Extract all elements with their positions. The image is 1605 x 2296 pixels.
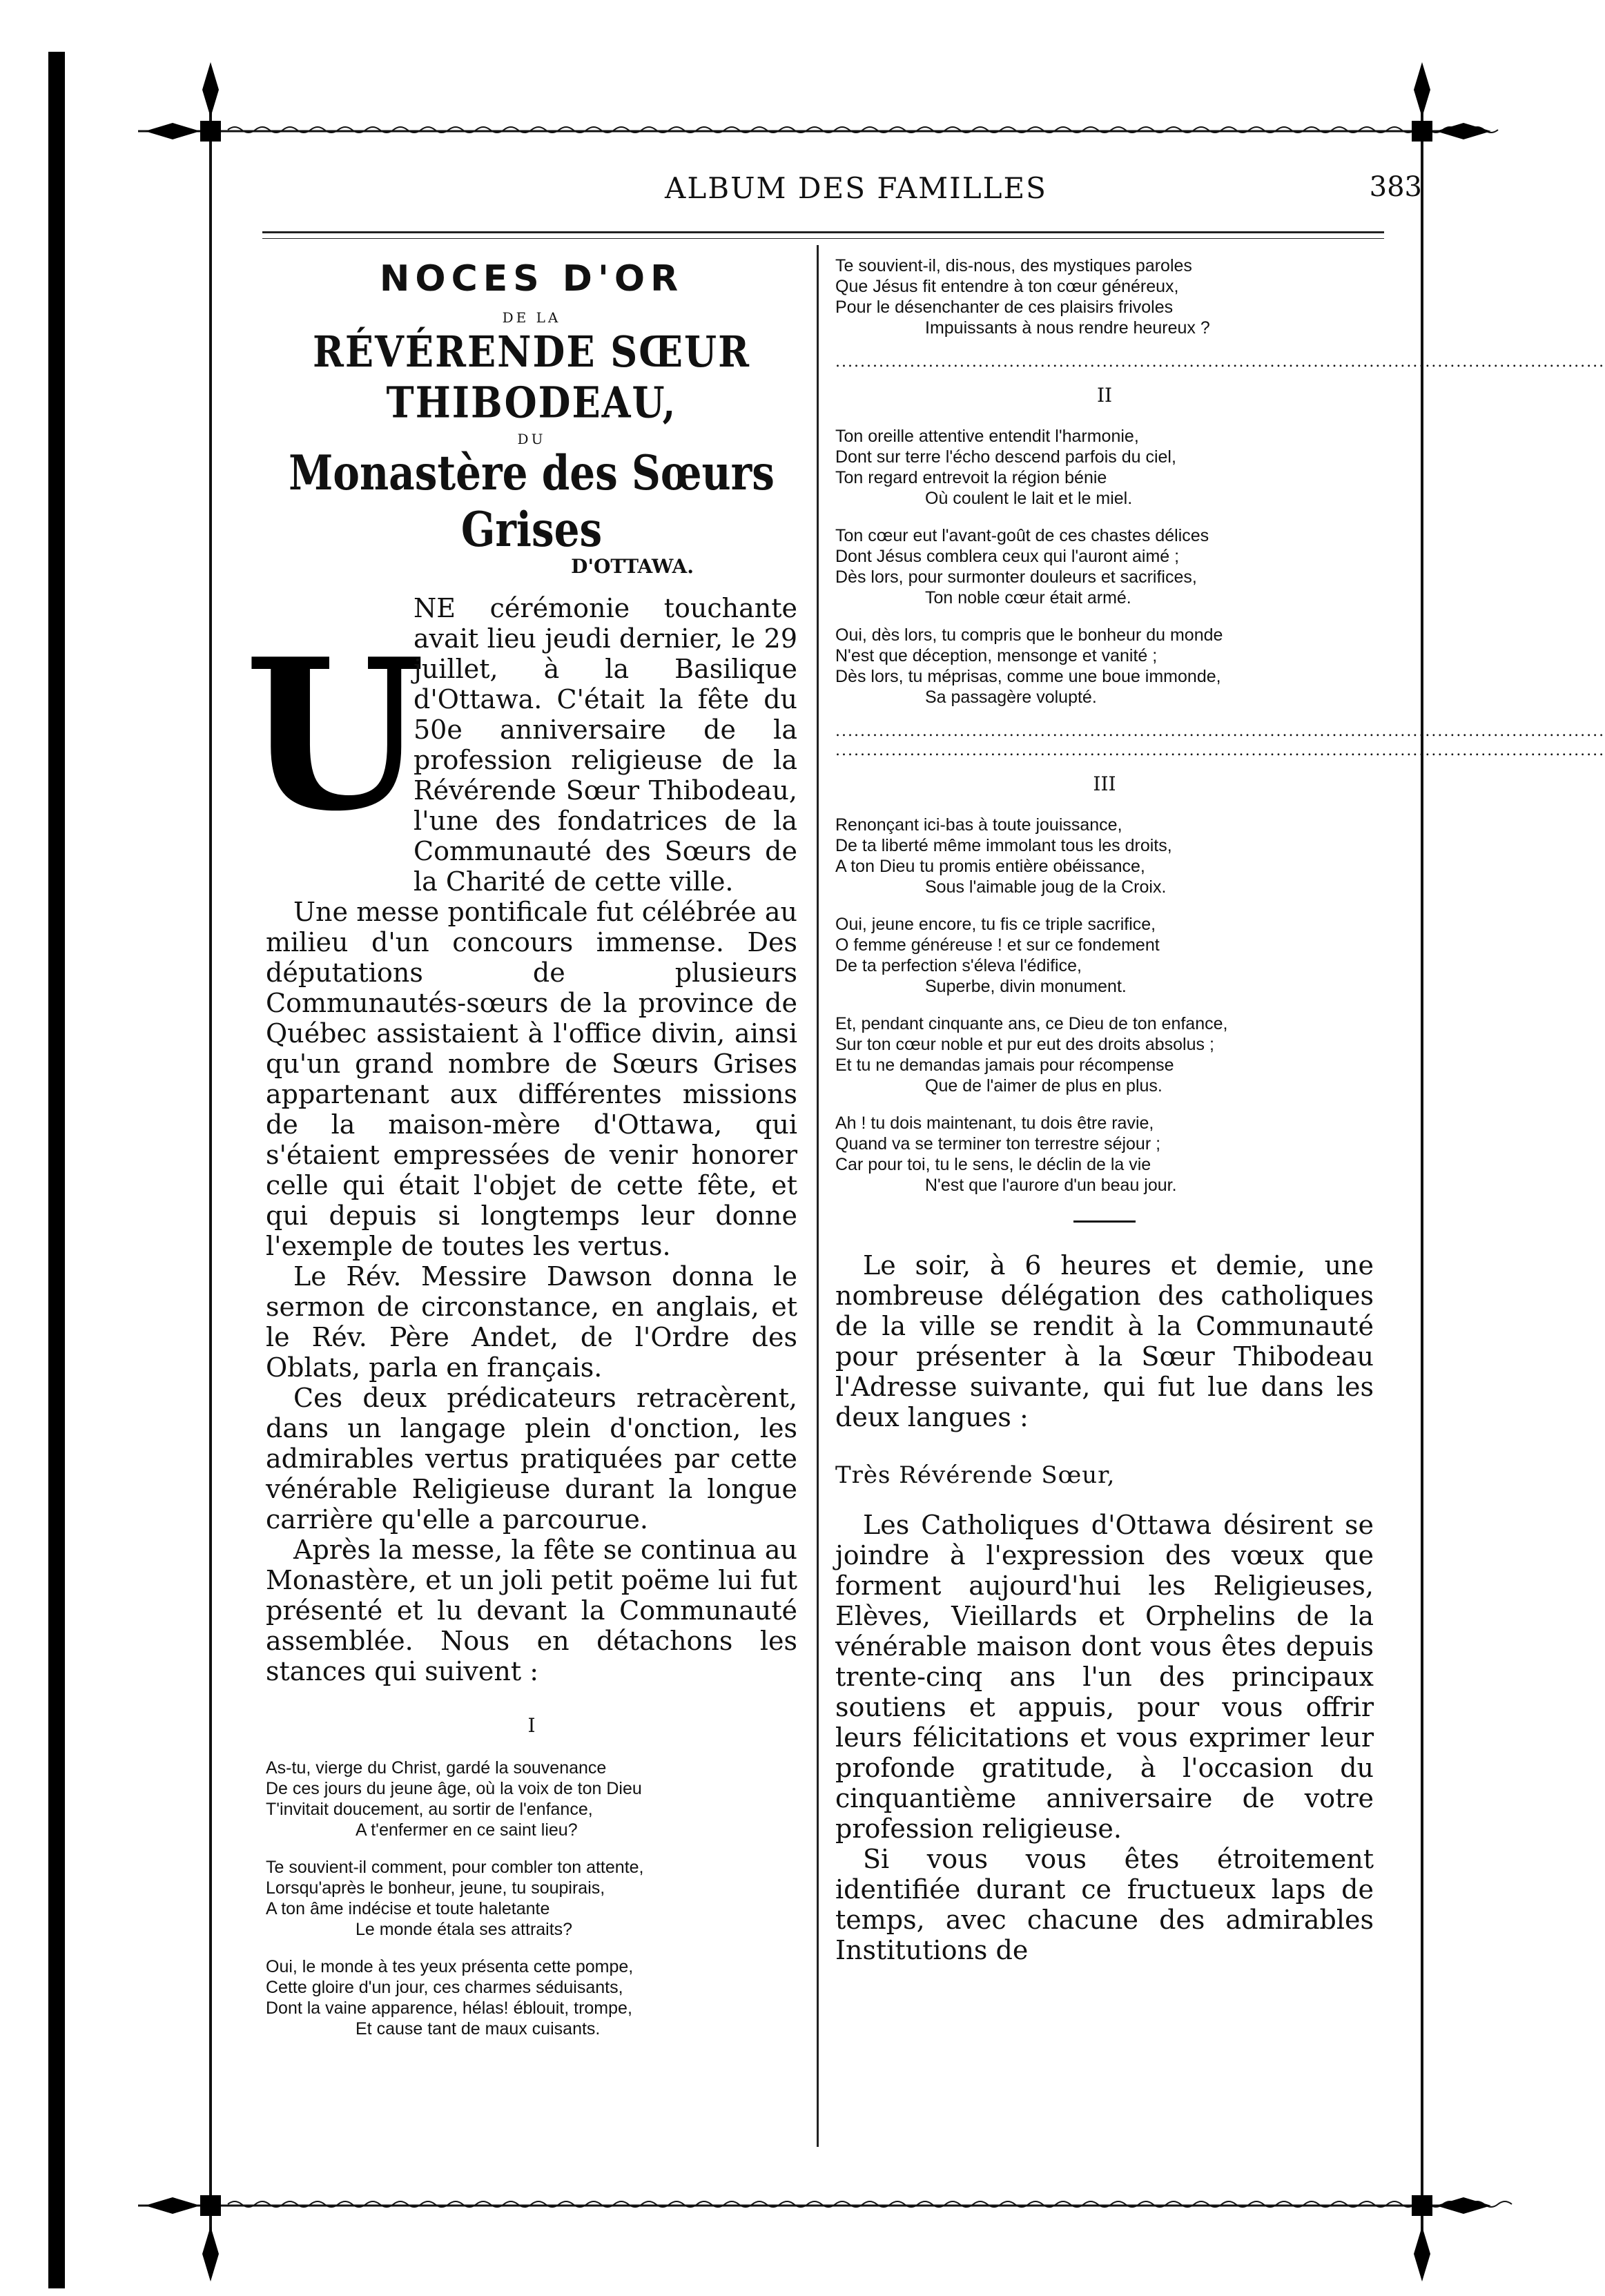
verse-line: Le monde étala ses attraits? xyxy=(356,1920,573,1939)
dotted-separator: ............................................................................................................................ xyxy=(835,723,1605,740)
verse-line: As-tu, vierge du Christ, gardé la souvenance xyxy=(266,1758,607,1778)
header-rule-thin xyxy=(262,238,1384,239)
verse-line: Sa passagère volupté. xyxy=(925,688,1097,707)
salutation: Très Révérende Sœur, xyxy=(835,1461,1116,1489)
left-column xyxy=(244,257,797,2056)
verse-line: Te souvient-il comment, pour combler ton attente, xyxy=(266,1858,644,1877)
verse-line: Quand va se terminer ton terrestre séjour ; xyxy=(835,1134,1161,1154)
paragraph: Les Catholiques d'Ottawa désirent se joindre à l'expression des vœux que forment aujourd'hui les Religieuses, Elèves, Vieillards et Orphelins de la vénérable maison dont vous êtes depuis trente-cinq ans l'un des principaux soutiens et appuis, pour vous offrir leurs félicitations et vous exprimer leur profonde gratitude, à l'occasion du cinquantième anniversaire de votre profession religieuse. xyxy=(835,1510,1374,1844)
article-subtitle-city: D'OTTAWA. xyxy=(571,555,694,578)
verse-line: A ton âme indécise et toute haletante xyxy=(266,1899,550,1918)
paragraph: Si vous vous êtes étroitement identifiée durant ce fructueux laps de temps, avec chacune des admirables Institutions de xyxy=(835,1844,1374,1965)
paragraph: Une messe pontificale fut célébrée au milieu d'un concours immense. Des députations de plusieurs Communautés-sœurs de la province de Québec assistaient à l'office divin, ainsi qu'un grand nombre de Sœurs Grises appartenant aux différentes missions de la maison-mère d'Ottawa, qui s'étaient empressées de venir honorer celle qui était l'objet de cette fête, et qui depuis si longtemps leur donne l'exemple de toutes les vertus. xyxy=(266,897,797,1261)
verse-line: Oui, jeune encore, tu fis ce triple sacrifice, xyxy=(835,915,1156,934)
verse-line: Ah ! tu dois maintenant, tu dois être ravie, xyxy=(835,1113,1154,1133)
page-number: 383 xyxy=(1369,171,1422,203)
verse-line: N'est que déception, mensonge et vanité ; xyxy=(835,646,1158,665)
verse-line: Te souvient-il, dis-nous, des mystiques paroles xyxy=(835,256,1192,275)
article-title: NOCES D'OR xyxy=(379,258,684,300)
verse-line: N'est que l'aurore d'un beau jour. xyxy=(925,1176,1177,1195)
verse-line: Pour le désenchanter de ces plaisirs frivoles xyxy=(835,298,1174,317)
verse-line: Et tu ne demandas jamais pour récompense xyxy=(835,1055,1174,1075)
article-body xyxy=(244,593,797,1686)
column-divider xyxy=(817,245,819,2147)
verse-line: Ton noble cœur était armé. xyxy=(925,588,1131,607)
dotted-separator: ............................................................................................................................ xyxy=(835,353,1605,371)
verse-line: Dont Jésus comblera ceux qui l'auront aimé ; xyxy=(835,547,1180,566)
verse-line: Que Jésus fit entendre à ton cœur généreux, xyxy=(835,277,1179,296)
verse-line: Oui, dès lors, tu compris que le bonheur du monde xyxy=(835,625,1223,645)
title-connector-du: DU xyxy=(517,431,546,447)
header-rule xyxy=(262,231,1384,233)
verse-line: Car pour toi, tu le sens, le déclin de la vie xyxy=(835,1155,1151,1174)
verse-line: De ces jours du jeune âge, où la voix de ton Dieu xyxy=(266,1779,642,1798)
poem-stanza xyxy=(835,426,1374,509)
ornate-dropcap xyxy=(244,597,425,873)
poem-stanza xyxy=(835,1013,1374,1096)
verse-line: Cette gloire d'un jour, ces charmes séduisants, xyxy=(266,1978,623,1997)
dropcap-letter: U xyxy=(244,613,425,857)
verse-line: Dont sur terre l'écho descend parfois du ciel, xyxy=(835,447,1176,467)
verse-line: Superbe, divin monument. xyxy=(925,977,1127,996)
verse-line: Lorsqu'après le bonheur, jeune, tu soupirais, xyxy=(266,1878,605,1898)
verse-line: T'invitait doucement, au sortir de l'enfance, xyxy=(266,1800,593,1819)
title-connector: DE LA xyxy=(502,309,561,326)
verse-line: A ton Dieu tu promis entière obéissance, xyxy=(835,857,1145,876)
poem-stanza xyxy=(266,1956,797,2039)
article-subtitle: RÉVÉRENDE SŒUR THIBODEAU, xyxy=(313,326,750,428)
paragraph: Ces deux prédicateurs retracèrent, dans un langage plein d'onction, les admirables vertus pratiquées par cette vénérable Religieuse durant la longue carrière qu'elle a parcourue. xyxy=(266,1383,797,1535)
poem-stanza xyxy=(835,625,1374,708)
poem-section-number: II xyxy=(1096,384,1113,407)
verse-line: Ton cœur eut l'avant-goût de ces chastes délices xyxy=(835,526,1209,545)
article-subtitle-monastery: Monastère des Sœurs Grises xyxy=(289,445,775,558)
verse-line: Oui, le monde à tes yeux présenta cette pompe, xyxy=(266,1957,634,1976)
address-section xyxy=(835,1250,1374,1965)
verse-line: Ton regard entrevoit la région bénie xyxy=(835,468,1107,487)
section-rule xyxy=(1073,1220,1136,1223)
poem-section-number: III xyxy=(1093,772,1116,795)
poem-stanza xyxy=(835,815,1374,897)
verse-line: Impuissants à nous rendre heureux ? xyxy=(925,318,1210,338)
poem-stanza xyxy=(835,255,1374,338)
right-column xyxy=(835,256,1605,1965)
poem-stanza xyxy=(835,525,1374,608)
verse-line: Et cause tant de maux cuisants. xyxy=(356,2019,601,2039)
poem-section-number: I xyxy=(527,1714,536,1737)
poem-stanza xyxy=(835,914,1374,997)
poem-stanza xyxy=(835,1113,1374,1196)
verse-line: Où coulent le lait et le miel. xyxy=(925,489,1133,508)
verse-line: Dès lors, tu méprisas, comme une boue immonde, xyxy=(835,667,1221,686)
verse-line: De ta perfection s'éleva l'édifice, xyxy=(835,956,1082,975)
running-title: ALBUM DES FAMILLES xyxy=(665,171,1047,205)
paragraph: NE cérémonie touchante avait lieu jeudi dernier, le 29 juillet, à la Basilique d'Ottawa. C'était la fête du 50e anniversaire de la profession religieuse de la Révérende Sœur Thibodeau, l'une des fondatrices de la Communauté des Sœurs de la Charité de cette ville. xyxy=(414,593,797,897)
verse-line: Sous l'aimable joug de la Croix. xyxy=(925,877,1167,897)
poem-stanza xyxy=(266,1857,797,1940)
paragraph: Après la messe, la fête se continua au Monastère, et un joli petit poëme lui fut présenté et lu devant la Communauté assemblée. Nous en détachons les stances qui suivent : xyxy=(266,1535,797,1686)
verse-line: De ta liberté même immolant tous les droits, xyxy=(835,836,1172,855)
verse-line: Et, pendant cinquante ans, ce Dieu de ton enfance, xyxy=(835,1014,1228,1033)
verse-line: O femme généreuse ! et sur ce fondement xyxy=(835,935,1160,955)
dotted-separator: ............................................................................................................................ xyxy=(835,742,1605,759)
verse-line: Dès lors, pour surmonter douleurs et sacrifices, xyxy=(835,567,1197,587)
verse-line: Sur ton cœur noble et pur eut des droits absolus ; xyxy=(835,1035,1214,1054)
verse-line: Renonçant ici-bas à toute jouissance, xyxy=(835,815,1122,835)
poem-stanza xyxy=(266,1758,797,1840)
verse-line: Dont la vaine apparence, hélas! éblouit, trompe, xyxy=(266,1998,632,2018)
verse-line: A t'enfermer en ce saint lieu? xyxy=(356,1820,578,1840)
verse-line: Ton oreille attentive entendit l'harmonie, xyxy=(835,427,1139,446)
paragraph: Le soir, à 6 heures et demie, une nombreuse délégation des catholiques de la ville se rendit à la Communauté pour présenter à la Sœur Thibodeau l'Adresse suivante, qui fut lue dans les deux langues : xyxy=(835,1250,1374,1432)
paragraph: Le Rév. Messire Dawson donna le sermon de circonstance, en anglais, et le Rév. Père Andet, de l'Ordre des Oblats, parla en français. xyxy=(266,1261,797,1383)
verse-line: Que de l'aimer de plus en plus. xyxy=(925,1076,1163,1096)
